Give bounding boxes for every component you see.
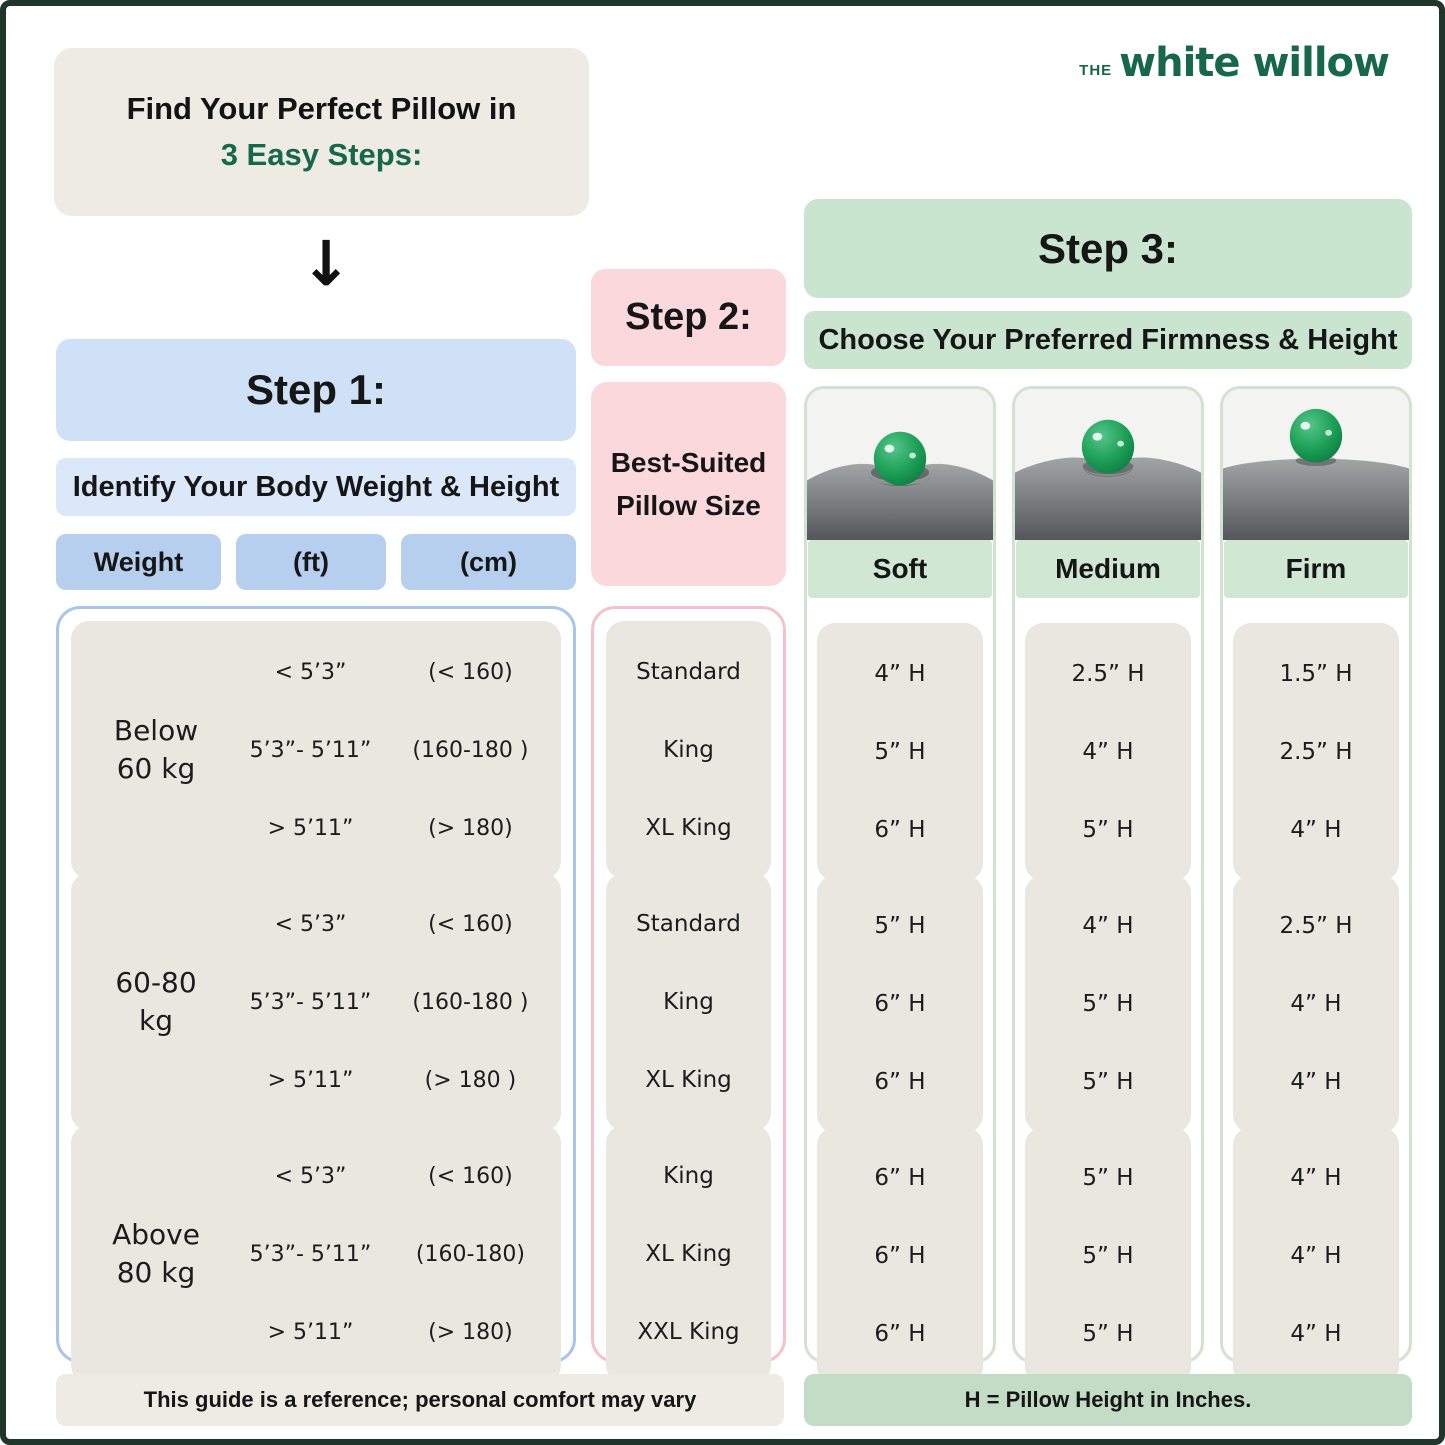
height-cm-value: (160-180) [415, 1241, 526, 1267]
down-arrow-icon: ↓ [300, 227, 352, 300]
step2-subtitle: Best-Suited Pillow Size [591, 382, 786, 586]
height-cm-value: (< 160) [428, 659, 513, 685]
pillow-size-value: Standard [636, 911, 741, 937]
step1-subtitle: Identify Your Body Weight & Height [56, 458, 576, 516]
brand-logo-name: white willow [1119, 40, 1389, 86]
height-group [1233, 1127, 1399, 1385]
pillow-height-value: 4” H [1290, 1321, 1342, 1347]
pillow-height-value: 6” H [874, 1243, 926, 1269]
height-ft-value: 5’3”- 5’11” [249, 737, 372, 763]
firm-pillow-photo [1223, 389, 1409, 540]
pillow-height-value: 6” H [874, 991, 926, 1017]
pillow-size-value: King [663, 1163, 714, 1189]
title-line2: 3 Easy Steps: [220, 137, 423, 172]
pillow-height-value: 5” H [874, 913, 926, 939]
step1-title: Step 1: [56, 339, 576, 441]
pillow-size-group [606, 873, 771, 1131]
medium-pillow-photo [1015, 389, 1201, 540]
soft-pillow-photo [807, 389, 993, 540]
pillow-height-value: 6” H [874, 817, 926, 843]
pillow-size-value: King [663, 989, 714, 1015]
pillow-height-value: 5” H [1082, 817, 1134, 843]
soft-pillow-ball-icon [807, 389, 993, 540]
brand-logo-the: THE [1079, 61, 1113, 79]
pillow-height-value: 4” H [874, 661, 926, 687]
pillow-height-value: 4” H [1290, 1243, 1342, 1269]
footnote-reference: This guide is a reference; personal comfort may vary [56, 1374, 784, 1426]
firmness-column-soft [804, 386, 996, 1363]
pillow-size-value: XXL King [637, 1319, 740, 1345]
pillow-size-value: XL King [645, 1241, 732, 1267]
height-ft-value: 5’3”- 5’11” [249, 1241, 372, 1267]
height-cm-value: (< 160) [428, 1163, 513, 1189]
pillow-height-value: 5” H [1082, 1321, 1134, 1347]
weight-group-above-80 [71, 1125, 561, 1383]
height-cm-value: (160-180 ) [412, 989, 529, 1015]
firmness-label-medium: Medium [1016, 540, 1200, 598]
pillow-height-value: 1.5” H [1279, 661, 1353, 687]
pillow-height-value: 6” H [874, 1321, 926, 1347]
medium-pillow-ball-icon [1015, 389, 1201, 540]
firmness-column-firm [1220, 386, 1412, 1363]
height-cm-value: (> 180 ) [424, 1067, 517, 1093]
footnote-height-legend: H = Pillow Height in Inches. [804, 1374, 1412, 1426]
pillow-size-group [606, 1125, 771, 1383]
height-group [1025, 1127, 1191, 1385]
pillow-height-value: 4” H [1290, 1069, 1342, 1095]
pillow-height-value: 2.5” H [1279, 739, 1353, 765]
pillow-size-value: XL King [645, 815, 732, 841]
pillow-height-value: 2.5” H [1279, 913, 1353, 939]
weight-label: Below 60 kg [113, 714, 199, 785]
pillow-height-value: 4” H [1290, 817, 1342, 843]
height-group [817, 1127, 983, 1385]
height-ft-value: < 5’3” [274, 659, 347, 685]
pillow-size-value: XL King [645, 1067, 732, 1093]
pillow-size-value: Standard [636, 659, 741, 685]
height-ft-value: > 5’11” [267, 1319, 354, 1345]
step3-title: Step 3: [804, 199, 1412, 298]
title-line1: Find Your Perfect Pillow in [126, 91, 517, 126]
pillow-height-value: 4” H [1082, 913, 1134, 939]
pillow-height-value: 5” H [1082, 991, 1134, 1017]
firmness-label-soft: Soft [808, 540, 992, 598]
step1-table [56, 606, 576, 1363]
weight-label: Above 80 kg [112, 1218, 200, 1289]
height-ft-value: > 5’11” [267, 815, 354, 841]
height-cm-value: (160-180 ) [412, 737, 529, 763]
pillow-size-value: King [663, 737, 714, 763]
step3-subtitle: Choose Your Preferred Firmness & Height [804, 311, 1412, 369]
height-group [817, 875, 983, 1133]
step2-title: Step 2: [591, 269, 786, 366]
height-cm-value: (> 180) [428, 1319, 513, 1345]
height-cm-value: (> 180) [428, 815, 513, 841]
height-group [817, 623, 983, 881]
height-cm-value: (< 160) [428, 911, 513, 937]
weight-group-below-60 [71, 621, 561, 879]
pillow-height-value: 5” H [1082, 1165, 1134, 1191]
height-ft-value: > 5’11” [267, 1067, 354, 1093]
pillow-height-value: 6” H [874, 1165, 926, 1191]
firmness-label-firm: Firm [1224, 540, 1408, 598]
height-group [1025, 623, 1191, 881]
col-header-ft: (ft) [236, 534, 386, 590]
pillow-height-value: 5” H [1082, 1243, 1134, 1269]
height-ft-value: 5’3”- 5’11” [249, 989, 372, 1015]
pillow-height-value: 4” H [1290, 1165, 1342, 1191]
title-card [54, 48, 589, 216]
pillow-height-value: 2.5” H [1071, 661, 1145, 687]
height-ft-value: < 5’3” [274, 1163, 347, 1189]
height-group [1025, 875, 1191, 1133]
pillow-height-value: 4” H [1290, 991, 1342, 1017]
weight-label: 60-80 kg [115, 966, 197, 1037]
firmness-column-medium [1012, 386, 1204, 1363]
step2-table [591, 606, 786, 1363]
pillow-size-group [606, 621, 771, 879]
brand-logo [1079, 40, 1389, 86]
step1-column-headers [56, 534, 576, 590]
firm-pillow-ball-icon [1223, 389, 1409, 540]
pillow-height-value: 4” H [1082, 739, 1134, 765]
pillow-height-value: 6” H [874, 1069, 926, 1095]
height-group [1233, 875, 1399, 1133]
height-ft-value: < 5’3” [274, 911, 347, 937]
col-header-weight: Weight [56, 534, 221, 590]
height-group [1233, 623, 1399, 881]
col-header-cm: (cm) [401, 534, 576, 590]
pillow-height-value: 5” H [874, 739, 926, 765]
pillow-height-value: 5” H [1082, 1069, 1134, 1095]
weight-group-60-80 [71, 873, 561, 1131]
